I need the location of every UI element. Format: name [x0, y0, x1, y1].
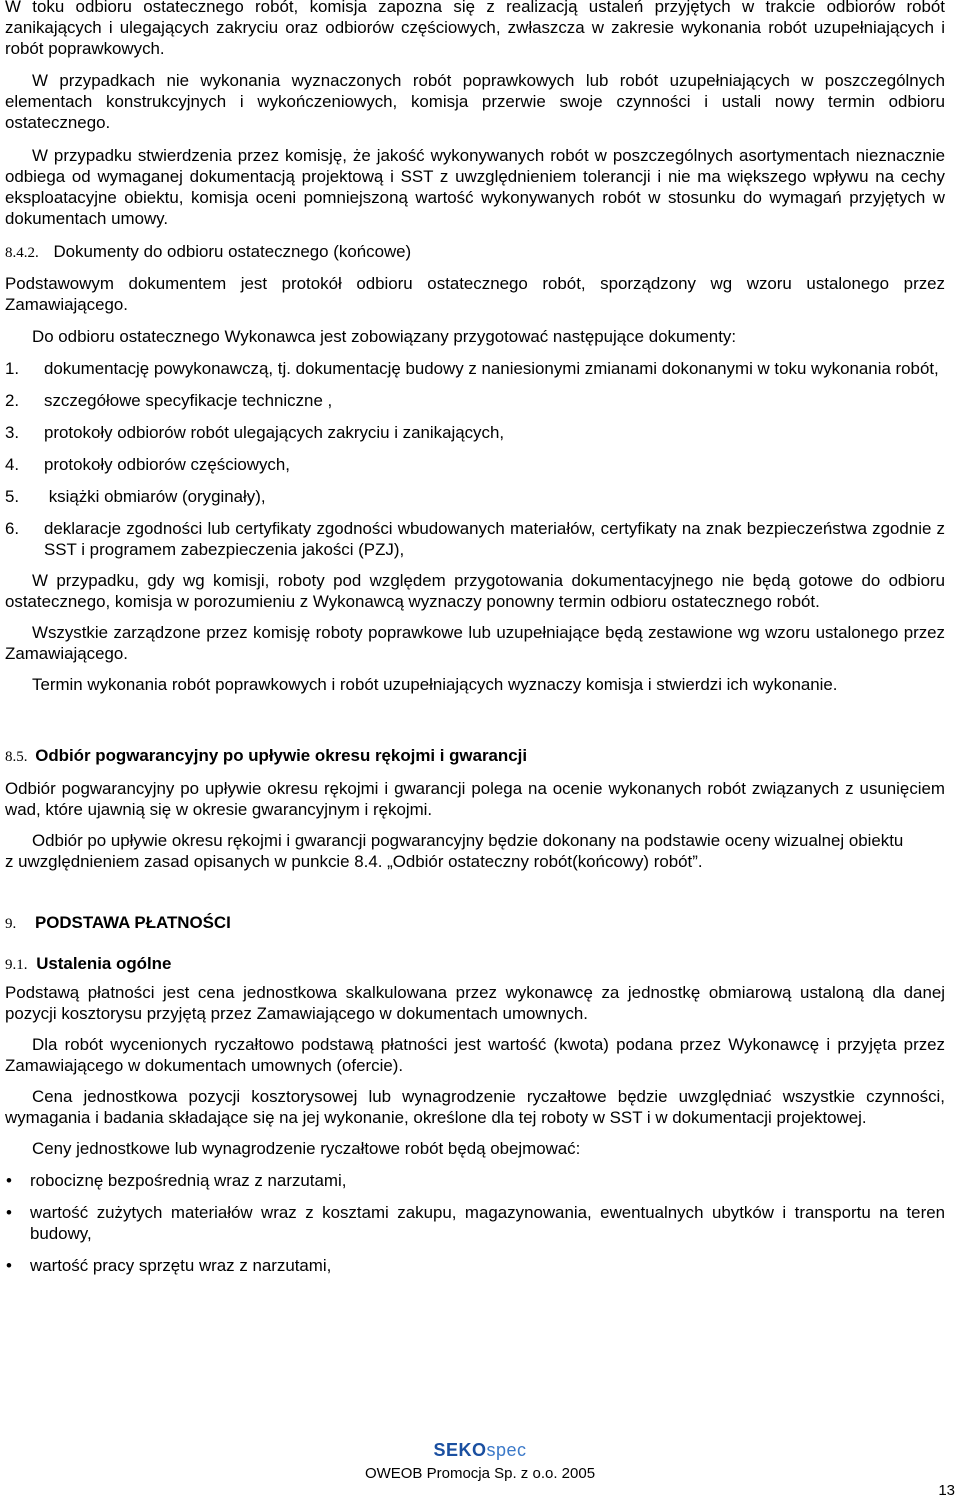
paragraph-basic-document: Podstawowym dokumentem jest protokół odbioru ostatecznego robót, sporządzony wg wzoru ustalonego przez Zamawiającego.: [5, 274, 945, 314]
section-title: Dokumenty do odbioru ostatecznego (końcowe): [53, 242, 412, 261]
section-heading-9-1: [5, 953, 945, 976]
bullet-icon: •: [6, 1171, 12, 1190]
section-title: PODSTAWA PŁATNOŚCI: [34, 913, 231, 932]
paragraph-visual-assessment: Odbiór po upływie okresu rękojmi i gwarancji pogwarancyjny będzie dokonany na podstawie oceny wizualnej obiektu: [32, 831, 904, 850]
section-heading-8-5: [5, 745, 945, 768]
paragraph-documents-intro: Do odbioru ostatecznego Wykonawca jest zobowiązany przygotować następujące dokumenty:: [32, 327, 737, 346]
paragraph-prices-include: Ceny jednostkowe lub wynagrodzenie ryczałtowe robót będą obejmować:: [32, 1139, 581, 1158]
paragraph-deadline: Termin wykonania robót poprawkowych i robót uzupełniających wyznaczy komisja i stwierdzi ich wykonanie.: [32, 675, 838, 694]
prices-include-list: [5, 1170, 945, 1276]
sekospec-logo: SEKOspec: [433, 1440, 527, 1460]
documents-list: [5, 358, 945, 560]
paragraph-payment-basis: Podstawą płatności jest cena jednostkowa skalkulowana przez wykonawcę za jednostkę obmiarową ustaloną dla danej pozycji kosztorysu przyjętą przez Zamawiającego w dokumentach umownych.: [5, 983, 945, 1023]
list-item: • wartość pracy sprzętu wraz z narzutami,: [6, 1256, 332, 1275]
section-number: 8.4.2.: [5, 245, 39, 261]
paragraph-quality-deviation: W przypadku stwierdzenia przez komisję, że jakość wykonywanych robót w poszczególnych asortymentach nieznacznie odbiega od wymaganej dokumentacją projektową i SST z uwzględnieniem tolerancji i nie ma większego wpływu na cechy eksploatacyjne obiektu, komisja oceni pomniejszoną wartość wykonywanych robót w stosunku do wymagań przyjętych w dokumentach umowy.: [5, 146, 945, 228]
section-heading-9: [5, 912, 945, 935]
list-item: 4. protokoły odbiorów częściowych,: [5, 455, 290, 474]
paragraph-not-ready: W przypadku, gdy wg komisji, roboty pod względem przygotowania dokumentacyjnego nie będą gotowe do odbioru ostatecznego, komisja w porozumieniu z Wykonawcą wyznaczy ponowny termin odbioru ostatecznego robót.: [5, 571, 945, 611]
section-number: 9.: [5, 916, 17, 932]
paragraph-unfinished-works: W przypadkach nie wykonania wyznaczonych robót poprawkowych lub robót uzupełniających w poszczególnych elementach konstrukcyjnych i wykończeniowych, komisja przerwie swoje czynności i ustali nowy termin odbioru ostatecznego.: [5, 71, 945, 132]
list-item: 3. protokoły odbiorów robót ulegających zakryciu i zanikających,: [5, 423, 505, 442]
bullet-icon: •: [6, 1256, 12, 1275]
section-heading-8-4-2: [5, 241, 945, 264]
page-number: 13: [938, 1482, 955, 1499]
list-item: • wartość zużytych materiałów wraz z kosztami zakupu, magazynowania, ewentualnych ubytków i transportu na teren budowy,: [6, 1203, 945, 1243]
section-number: 9.1.: [5, 957, 28, 973]
list-item: 2. szczegółowe specyfikacje techniczne ,: [5, 391, 333, 410]
list-item: 5. książki obmiarów (oryginały),: [5, 487, 266, 506]
footer-company: OWEOB Promocja Sp. z o.o. 2005: [364, 1465, 596, 1482]
paragraph-lump-sum: Dla robót wycenionych ryczałtowo podstawą płatności jest wartość (kwota) podana przez Wykonawcę i przyjęta przez Zamawiającego w dokumentach umownych (ofercie).: [5, 1035, 945, 1075]
section-title: Ustalenia ogólne: [36, 954, 172, 973]
list-item: 6. deklaracje zgodności lub certyfikaty zgodności wbudowanych materiałów, certyfikaty na znak bezpieczeństwa zgodnie z SST i programem zabezpieczenia jakości (PZJ),: [5, 519, 945, 559]
paragraph-corrective-works: Wszystkie zarządzone przez komisję roboty poprawkowe lub uzupełniające będą zestawione wg wzoru ustalonego przez Zamawiającego.: [5, 623, 945, 663]
paragraph-visual-assessment-cont: z uwzględnieniem zasad opisanych w punkcie 8.4. „Odbiór ostateczny robót(końcowy) robót”.: [5, 852, 703, 871]
section-title: Odbiór pogwarancyjny po upływie okresu rękojmi i gwarancji: [35, 746, 528, 765]
list-item: 1. dokumentację powykonawczą, tj. dokumentację budowy z naniesionymi zmianami dokonanymi w toku wykonania robót,: [5, 359, 939, 378]
section-number: 8.5.: [5, 749, 28, 765]
paragraph-final-acceptance-review: W toku odbioru ostatecznego robót, komisja zapozna się z realizacją ustaleń przyjętych w trakcie odbiorów robót zanikających i ulegających zakryciu oraz odbiorów częściowych, zwłaszcza w zakresie wykonania robót uzupełniających i robót poprawkowych.: [5, 0, 945, 58]
list-item: • robociznę bezpośrednią wraz z narzutami,: [6, 1171, 347, 1190]
paragraph-unit-price: Cena jednostkowa pozycji kosztorysowej lub wynagrodzenie ryczałtowe będzie uwzględniać wszystkie czynności, wymagania i badania składające się na jej wykonanie, określone dla tej roboty w SST i w dokumentacji projektowej.: [5, 1087, 945, 1127]
paragraph-post-warranty: Odbiór pogwarancyjny po upływie okresu rękojmi i gwarancji polega na ocenie wykonanych robót związanych z usunięciem wad, które ujawnią się w okresie gwarancyjnym i rękojmi.: [5, 779, 945, 819]
bullet-icon: •: [6, 1203, 12, 1222]
